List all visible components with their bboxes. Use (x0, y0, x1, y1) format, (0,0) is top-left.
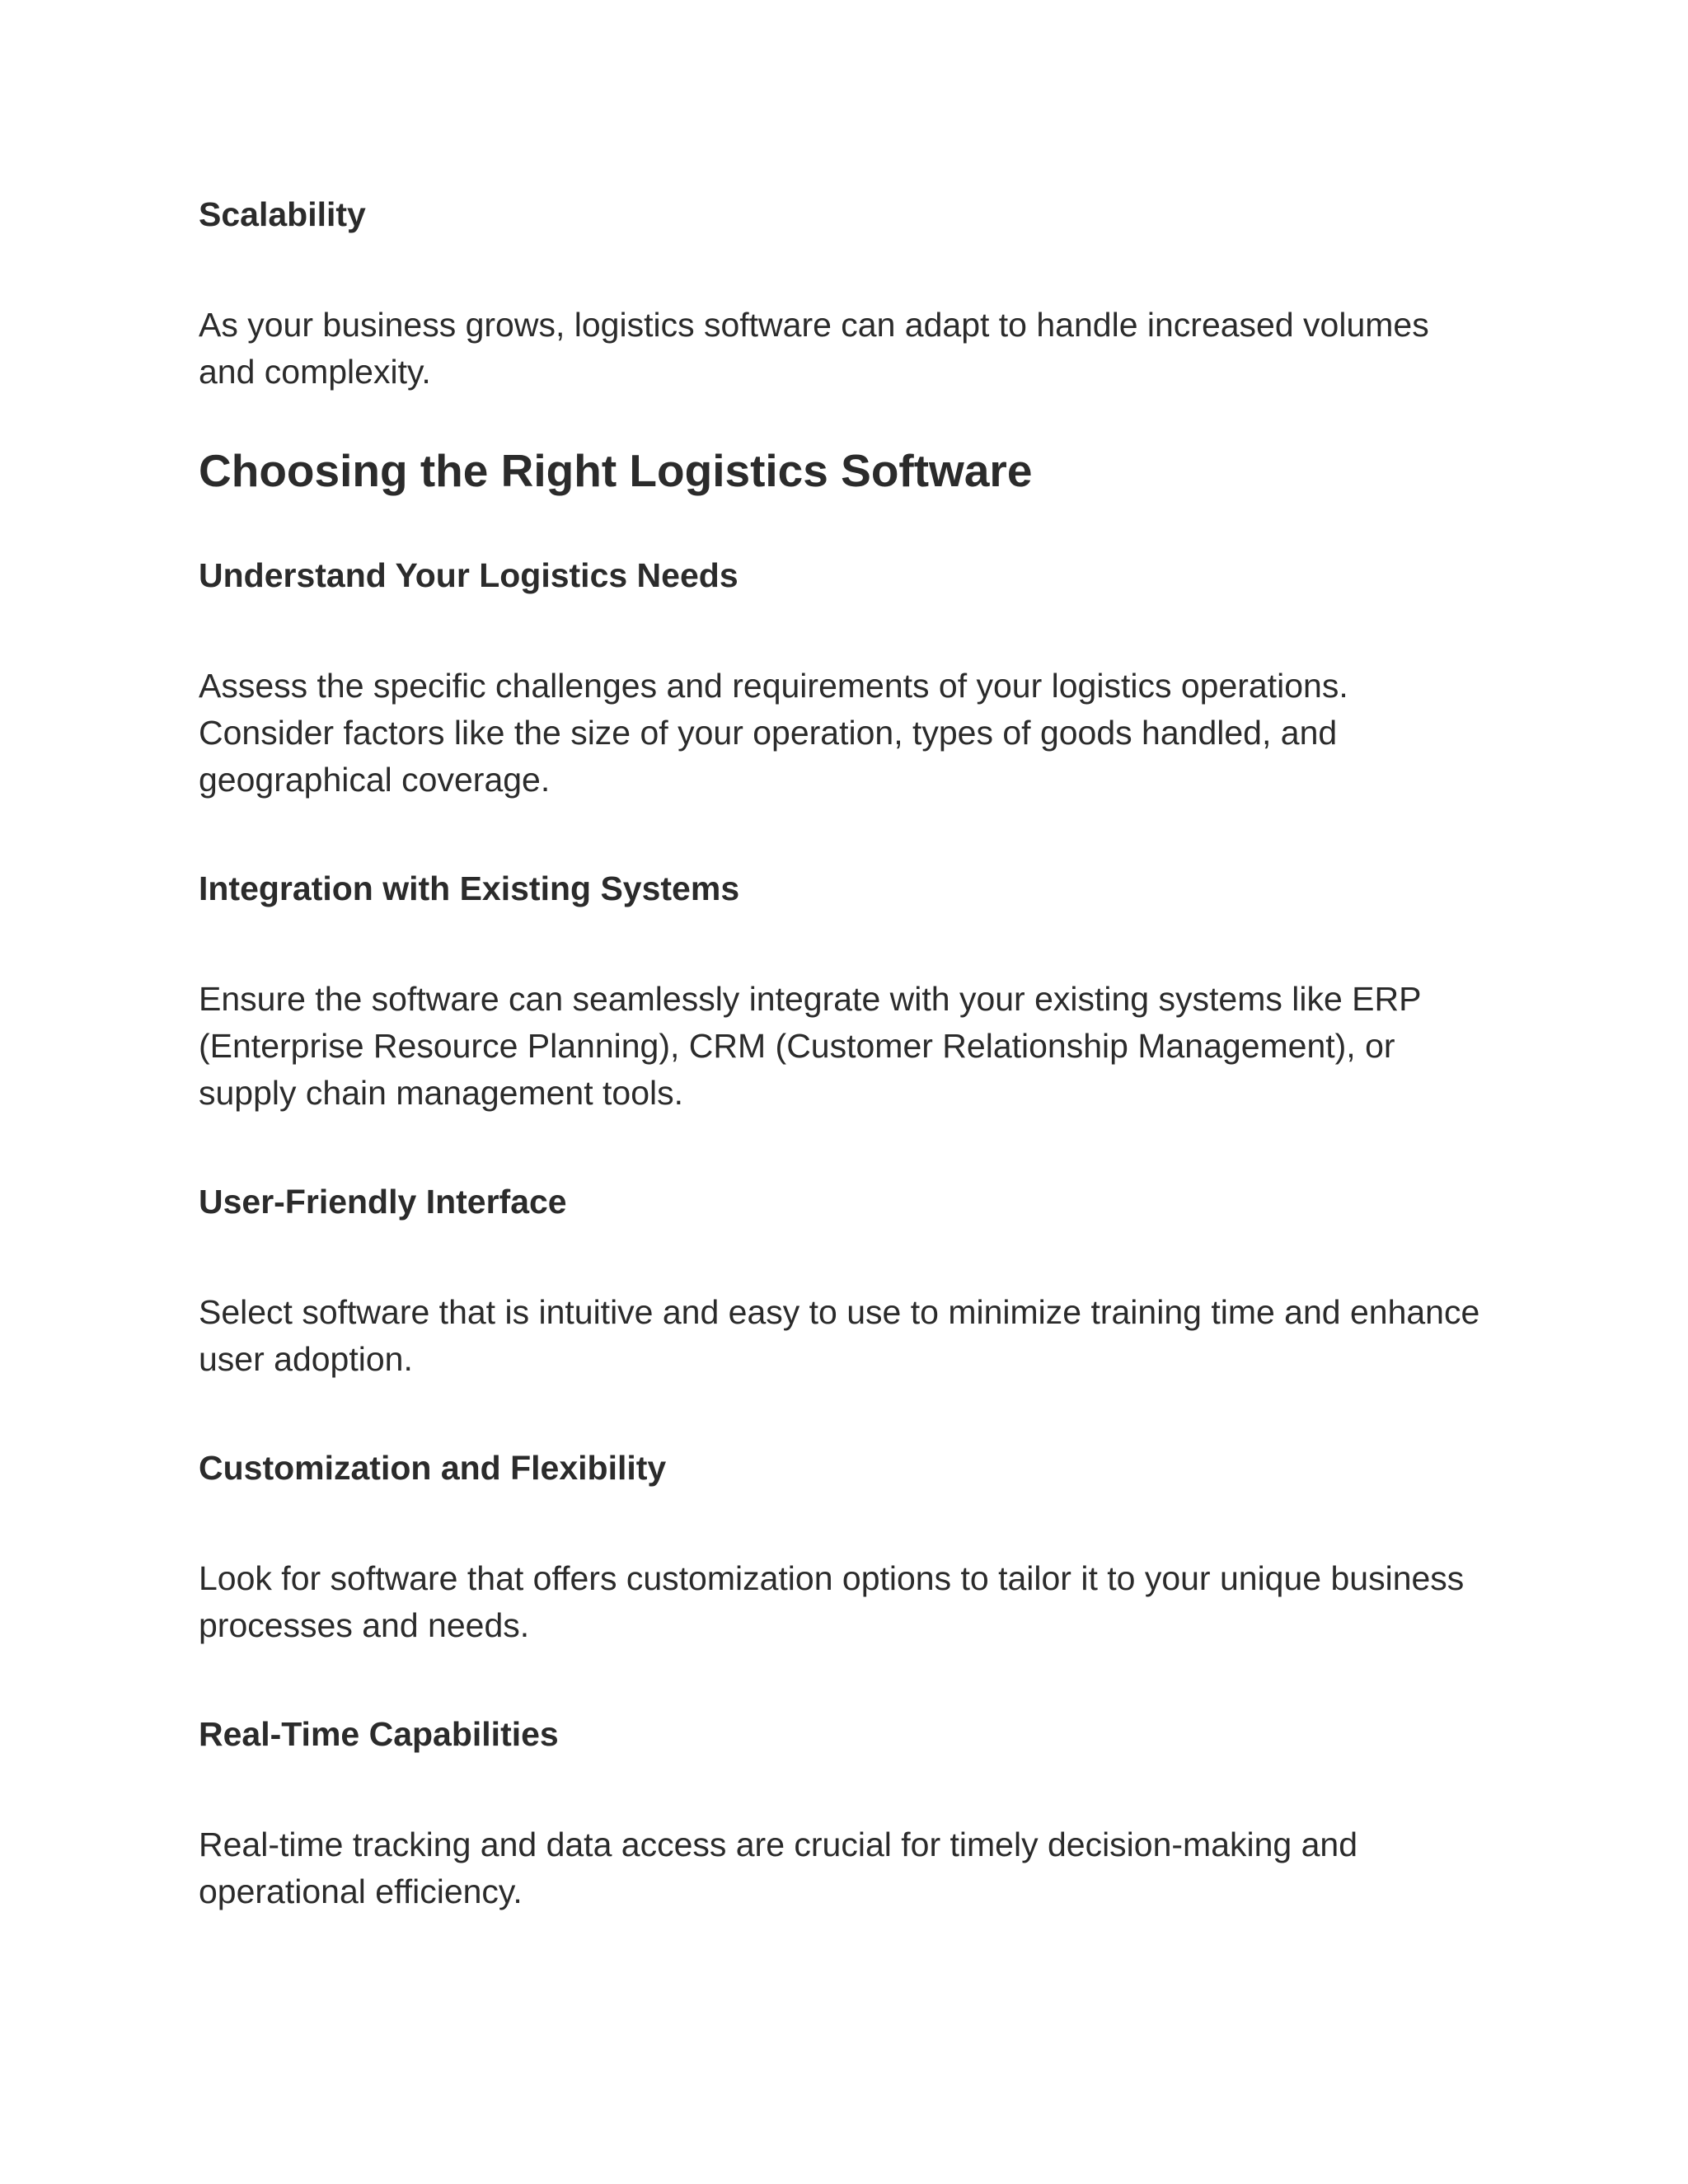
section-heading-user-friendly: User-Friendly Interface (199, 1183, 567, 1221)
section-heading-scalability: Scalability (199, 195, 366, 233)
section-body-real-time: Real-time tracking and data access are crucial for timely decision-making and operational efficiency. (199, 1825, 1358, 1910)
section-body-scalability: As your business grows, logistics software can adapt to handle increased volumes and complexity. (199, 306, 1429, 391)
section-body-logistics-needs: Assess the specific challenges and requirements of your logistics operations. Consider factors like the size of your operation, types of goods handled, and geographical coverage. (199, 667, 1348, 799)
section-heading-integration: Integration with Existing Systems (199, 869, 740, 907)
section-body-user-friendly: Select software that is intuitive and easy to use to minimize training time and enhance user adoption. (199, 1293, 1480, 1378)
section-heading-logistics-needs: Understand Your Logistics Needs (199, 556, 738, 594)
section-title-choosing-software: Choosing the Right Logistics Software (199, 445, 1033, 496)
section-body-integration: Ensure the software can seamlessly integrate with your existing systems like ERP (Enterprise Resource Planning), CRM (Customer Relationship Management), or supply chain management tools. (199, 980, 1421, 1112)
section-heading-customization: Customization and Flexibility (199, 1449, 667, 1487)
section-body-customization: Look for software that offers customization options to tailor it to your unique business processes and needs. (199, 1559, 1465, 1644)
section-heading-real-time: Real-Time Capabilities (199, 1715, 559, 1753)
document-content (199, 191, 1484, 1915)
